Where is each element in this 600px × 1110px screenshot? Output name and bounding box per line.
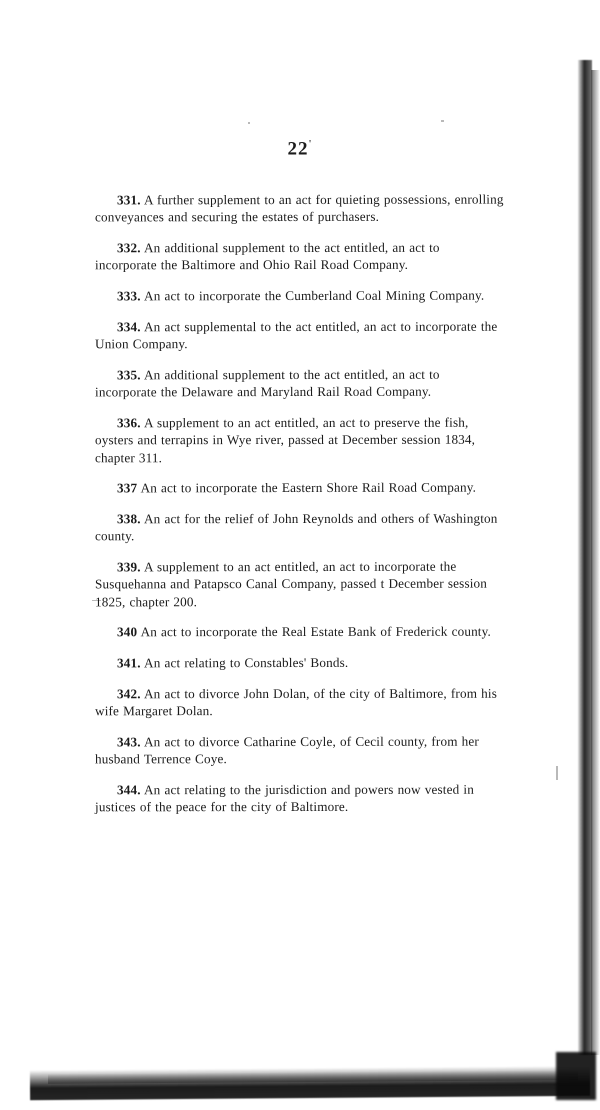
scan-speck (248, 122, 250, 124)
item-number: 340 (116, 624, 138, 640)
list-item (95, 479, 505, 497)
item-number: 341. (116, 655, 141, 671)
scan-speck (441, 120, 444, 122)
item-text: A supplement to an act entitled, an act to preserve the fish, oysters and terrapins in Wye river, passed at December session 1834, chapter 311. (94, 414, 476, 466)
list-item (95, 318, 505, 353)
page-number (0, 138, 600, 160)
list-item (95, 654, 505, 672)
list-item (95, 623, 505, 641)
page-number-mark: ' (308, 138, 313, 150)
item-number: 331. (116, 192, 141, 208)
item-text: An act to incorporate the Eastern Shore Rail Road Company. (140, 480, 477, 496)
item-number: 332. (116, 240, 141, 256)
list-item (95, 191, 505, 227)
item-text: An act relating to Constables' Bonds. (143, 654, 349, 671)
item-text: An act for the relief of John Reynolds and others of Washington county. (95, 510, 498, 544)
item-text: An act supplemental to the act entitled, an act to incorporate the Union Company. (95, 318, 498, 352)
list-item (95, 558, 505, 611)
item-number: 337 (116, 480, 138, 496)
item-text: An act to divorce John Dolan, of the city of Baltimore, from his wife Margaret Dolan. (95, 685, 498, 719)
list-item (95, 414, 505, 467)
item-number: 333. (116, 288, 141, 304)
item-text: A further supplement to an act for quieting possessions, enrolling conveyances and securing the estates of purchasers. (95, 191, 504, 226)
item-number: 334. (116, 319, 141, 335)
item-text: An act relating to the jurisdiction and powers now vested in justices of the peace for the city of Baltimore. (95, 781, 474, 815)
item-text: An act to incorporate the Real Estate Bank of Frederick county. (140, 624, 491, 640)
item-number: 338. (116, 511, 141, 527)
act-list (95, 178, 505, 816)
scan-speck (556, 766, 558, 780)
item-number: 344. (116, 781, 141, 798)
list-item (95, 510, 505, 545)
item-text: An act to divorce Catharine Coyle, of Cecil county, from her husband Terrence Coye. (95, 733, 479, 767)
scan-shadow-right (578, 60, 592, 1055)
item-number: 335. (116, 367, 141, 383)
item-text: A supplement to an act entitled, an act to incorporate the Susquehanna and Patapsco Canal Company, passed t December session 1825, chapter 200. (94, 558, 488, 610)
page-number-value: 22 (287, 138, 309, 160)
item-number: 336. (116, 415, 141, 431)
list-item (95, 780, 505, 815)
item-number: 342. (116, 685, 141, 701)
scan-shadow-corner (556, 1052, 596, 1100)
list-item (95, 732, 505, 768)
list-item (95, 287, 505, 305)
list-item (95, 684, 505, 719)
item-text: An additional supplement to the act entitled, an act to incorporate the Delaware and Maryland Rail Road Company. (95, 366, 440, 400)
list-item (95, 365, 505, 401)
item-number: 339. (116, 559, 141, 575)
item-text: An act to incorporate the Cumberland Coal Mining Company. (143, 287, 485, 304)
item-number: 343. (116, 734, 141, 750)
item-text: An additional supplement to the act entitled, an act to incorporate the Baltimore and Ohio Rail Road Company. (95, 240, 440, 273)
list-item (95, 239, 505, 274)
scan-shadow-right-soft (591, 70, 600, 1055)
